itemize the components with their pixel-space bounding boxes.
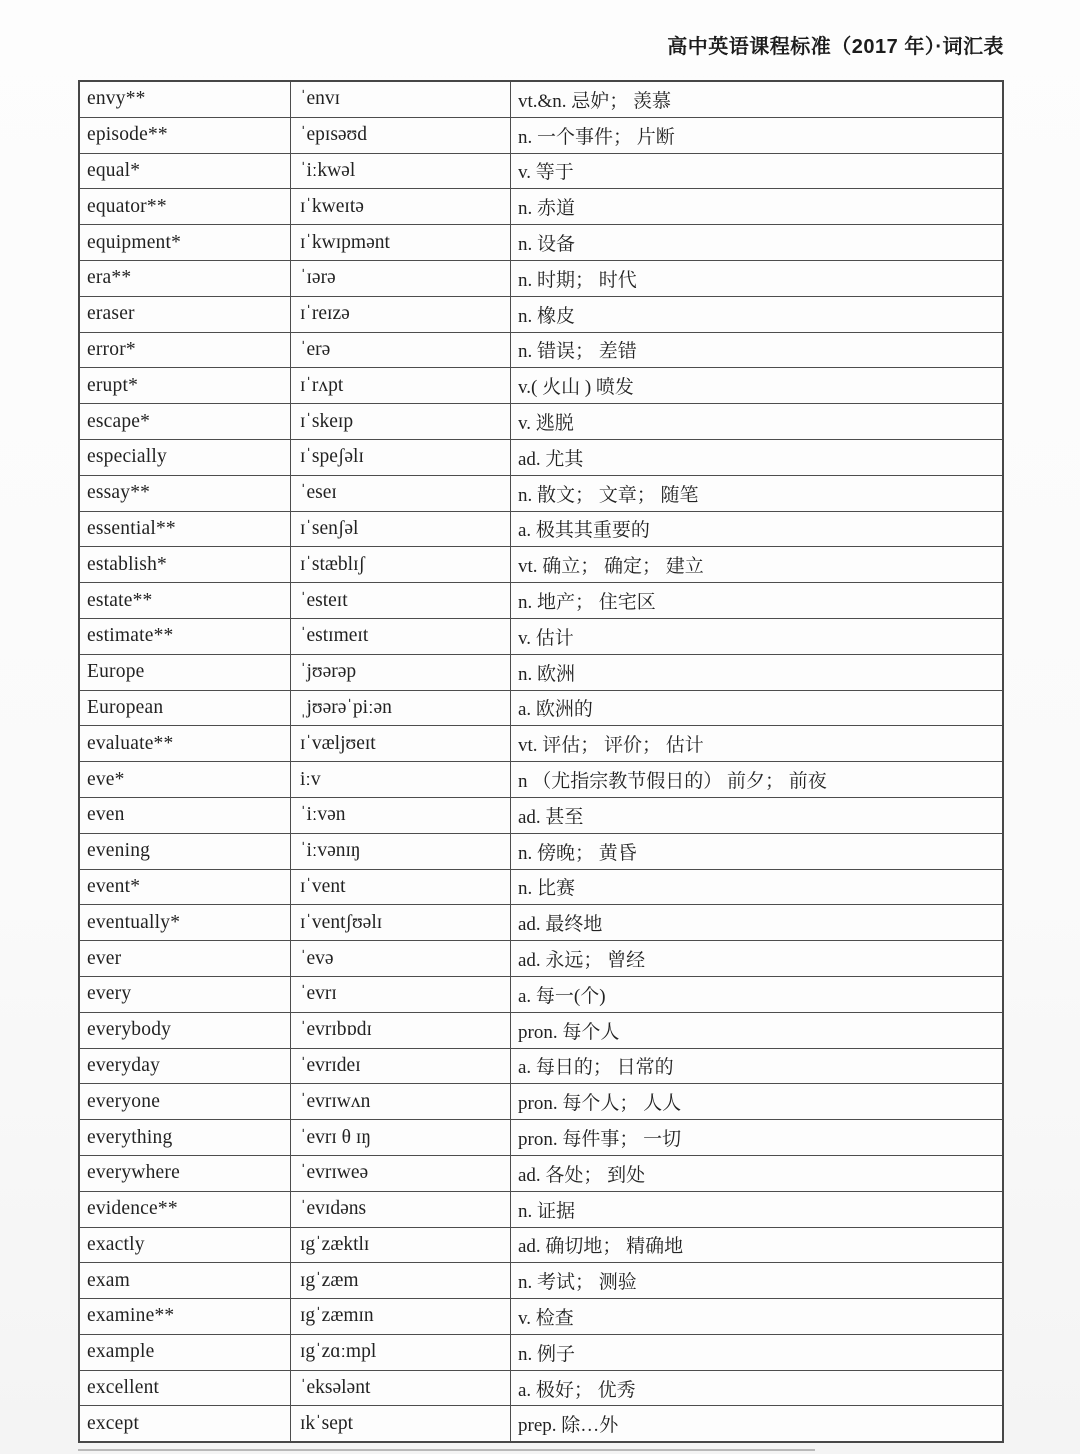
word-cell: except xyxy=(80,1406,291,1441)
definition-cell: v. 检查 xyxy=(518,1307,574,1329)
word-cell: episode** xyxy=(80,118,291,153)
table-row xyxy=(80,1120,1002,1156)
definition-cell: n. 傍晚； 黄昏 xyxy=(518,842,637,864)
page-header-title: 高中英语课程标准（2017 年）·词汇表 xyxy=(667,36,1004,58)
phonetic-cell: ˈeksələnt xyxy=(291,1371,511,1406)
definition-cell: a. 每日的； 日常的 xyxy=(518,1057,674,1079)
word-cell: ever xyxy=(80,941,291,976)
table-row xyxy=(80,189,1002,225)
definition-cell: n. 欧洲 xyxy=(518,663,576,685)
table-row xyxy=(80,1299,1002,1335)
word-cell: escape* xyxy=(80,404,291,439)
table-row xyxy=(80,977,1002,1013)
phonetic-cell: ɪˈspeʃəlɪ xyxy=(291,440,511,475)
phonetic-cell: ɪˈrʌpt xyxy=(291,368,511,403)
table-row xyxy=(80,1084,1002,1120)
word-cell: equator** xyxy=(80,189,291,224)
definition-cell: n. 证据 xyxy=(518,1200,576,1222)
word-cell: evidence** xyxy=(80,1192,291,1227)
table-row xyxy=(80,619,1002,655)
definition-cell: n. 一个事件； 片断 xyxy=(518,126,675,148)
next-row-cutoff-line xyxy=(78,1449,815,1451)
definition-cell: a. 每一(个) xyxy=(518,985,606,1007)
definition-cell: v. 估计 xyxy=(518,627,574,649)
phonetic-cell: ˈiːvənɪŋ xyxy=(291,834,511,869)
table-row xyxy=(80,297,1002,333)
word-cell: error* xyxy=(80,333,291,368)
phonetic-cell: ˈerə xyxy=(291,333,511,368)
phonetic-cell: ˈevrɪ θ ɪŋ xyxy=(291,1120,511,1155)
phonetic-cell: ˈesteɪt xyxy=(291,583,511,618)
table-row xyxy=(80,762,1002,798)
table-row xyxy=(80,798,1002,834)
phonetic-cell: ˈiːkwəl xyxy=(291,154,511,189)
phonetic-cell: iːv xyxy=(291,762,511,797)
word-cell: everywhere xyxy=(80,1156,291,1191)
phonetic-cell: ˈevrɪwʌn xyxy=(291,1084,511,1119)
definition-cell: ad. 最终地 xyxy=(518,914,603,936)
phonetic-cell: ɪgˈzæmɪn xyxy=(291,1299,511,1334)
word-cell: event* xyxy=(80,870,291,905)
table-row xyxy=(80,1192,1002,1228)
phonetic-cell: ˈiːvən xyxy=(291,798,511,833)
phonetic-cell: ɪgˈzɑːmpl xyxy=(291,1335,511,1370)
word-cell: era** xyxy=(80,261,291,296)
phonetic-cell: ˈjʊərəp xyxy=(291,655,511,690)
word-cell: example xyxy=(80,1335,291,1370)
phonetic-cell: ˈevə xyxy=(291,941,511,976)
word-cell: erupt* xyxy=(80,368,291,403)
definition-cell: prep. 除…外 xyxy=(518,1415,619,1437)
word-cell: everyone xyxy=(80,1084,291,1119)
word-cell: everybody xyxy=(80,1013,291,1048)
definition-cell: a. 极好； 优秀 xyxy=(518,1379,636,1401)
phonetic-cell: ɪˈkwɪpmənt xyxy=(291,225,511,260)
definition-cell: ad. 甚至 xyxy=(518,806,584,828)
phonetic-cell: ˈevrɪ xyxy=(291,977,511,1012)
word-cell: eraser xyxy=(80,297,291,332)
word-cell: essential** xyxy=(80,512,291,547)
phonetic-cell: ɪˈventʃʊəlɪ xyxy=(291,905,511,940)
phonetic-cell: ˈevrɪweə xyxy=(291,1156,511,1191)
table-row xyxy=(80,1156,1002,1192)
definition-cell: n. 橡皮 xyxy=(518,305,576,327)
table-row xyxy=(80,512,1002,548)
definition-cell: n. 地产； 住宅区 xyxy=(518,592,656,614)
word-cell: European xyxy=(80,691,291,726)
word-cell: essay** xyxy=(80,476,291,511)
definition-cell: n （尤指宗教节假日的） 前夕； 前夜 xyxy=(518,771,827,793)
word-cell: equal* xyxy=(80,154,291,189)
word-cell: estimate** xyxy=(80,619,291,654)
definition-cell: ad. 尤其 xyxy=(518,448,584,470)
definition-cell: pron. 每件事； 一切 xyxy=(518,1129,682,1150)
word-cell: Europe xyxy=(80,655,291,690)
table-row xyxy=(80,118,1002,154)
table-row xyxy=(80,1049,1002,1085)
table-row xyxy=(80,655,1002,691)
table-row xyxy=(80,1335,1002,1371)
definition-cell: vt.&n. 忌妒； 羡慕 xyxy=(518,90,672,112)
table-row xyxy=(80,154,1002,190)
phonetic-cell: ɪˈreɪzə xyxy=(291,297,511,332)
word-cell: everything xyxy=(80,1120,291,1155)
phonetic-cell: ɪˈstæblɪʃ xyxy=(291,547,511,582)
phonetic-cell: ɪˈskeɪp xyxy=(291,404,511,439)
word-cell: eve* xyxy=(80,762,291,797)
phonetic-cell: ɪkˈsept xyxy=(291,1406,511,1441)
phonetic-cell: ˈeseɪ xyxy=(291,476,511,511)
vocab-table xyxy=(78,80,1004,1443)
phonetic-cell: ɪˈsenʃəl xyxy=(291,512,511,547)
word-cell: exam xyxy=(80,1263,291,1298)
table-row xyxy=(80,440,1002,476)
table-row xyxy=(80,583,1002,619)
table-row xyxy=(80,1013,1002,1049)
word-cell: especially xyxy=(80,440,291,475)
table-row xyxy=(80,691,1002,727)
word-cell: exactly xyxy=(80,1228,291,1263)
definition-cell: v. 等于 xyxy=(518,162,574,184)
table-row xyxy=(80,404,1002,440)
definition-cell: a. 欧洲的 xyxy=(518,699,593,721)
definition-cell: ad. 各处； 到处 xyxy=(518,1164,646,1186)
word-cell: every xyxy=(80,977,291,1012)
definition-cell: v. 逃脱 xyxy=(518,413,574,435)
word-cell: evaluate** xyxy=(80,726,291,761)
word-cell: eventually* xyxy=(80,905,291,940)
definition-cell: a. 极其其重要的 xyxy=(518,520,650,542)
table-row xyxy=(80,941,1002,977)
phonetic-cell: ɪˈvent xyxy=(291,870,511,905)
phonetic-cell: ˈevrɪbɒdɪ xyxy=(291,1013,511,1048)
word-cell: excellent xyxy=(80,1371,291,1406)
phonetic-cell: ɪgˈzæm xyxy=(291,1263,511,1298)
phonetic-cell: ˌjʊərəˈpiːən xyxy=(291,691,511,726)
definition-cell: n. 例子 xyxy=(518,1343,576,1365)
definition-cell: n. 散文； 文章； 随笔 xyxy=(518,484,699,506)
phonetic-cell: ɪgˈzæktlɪ xyxy=(291,1228,511,1263)
phonetic-cell: ˈevɪdəns xyxy=(291,1192,511,1227)
table-row xyxy=(80,476,1002,512)
word-cell: envy** xyxy=(80,82,291,117)
table-row xyxy=(80,870,1002,906)
table-row xyxy=(80,834,1002,870)
word-cell: establish* xyxy=(80,547,291,582)
table-row xyxy=(80,1263,1002,1299)
word-cell: equipment* xyxy=(80,225,291,260)
word-cell: estate** xyxy=(80,583,291,618)
definition-cell: pron. 每个人； 人人 xyxy=(518,1093,682,1115)
definition-cell: n. 赤道 xyxy=(518,198,576,220)
table-row xyxy=(80,261,1002,297)
word-cell: examine** xyxy=(80,1299,291,1334)
definition-cell: n. 设备 xyxy=(518,234,576,256)
definition-cell: n. 错误； 差错 xyxy=(518,341,637,363)
phonetic-cell: ˈestɪmeɪt xyxy=(291,619,511,654)
definition-cell: v.( 火山 ) 喷发 xyxy=(518,377,634,399)
table-row xyxy=(80,905,1002,941)
definition-cell: n. 比赛 xyxy=(518,878,576,900)
definition-cell: ad. 确切地； 精确地 xyxy=(518,1236,684,1258)
table-row xyxy=(80,726,1002,762)
word-cell: evening xyxy=(80,834,291,869)
definition-cell: n. 时期； 时代 xyxy=(518,269,637,291)
phonetic-cell: ˈepɪsəʊd xyxy=(291,118,511,153)
table-row xyxy=(80,333,1002,369)
definition-cell: vt. 确立； 确定； 建立 xyxy=(518,556,704,578)
word-cell: even xyxy=(80,798,291,833)
phonetic-cell: ɪˈvæljʊeɪt xyxy=(291,726,511,761)
table-row xyxy=(80,1406,1002,1441)
table-row xyxy=(80,368,1002,404)
definition-cell: ad. 永远； 曾经 xyxy=(518,950,646,972)
definition-cell: vt. 评估； 评价； 估计 xyxy=(518,735,704,757)
phonetic-cell: ˈɪərə xyxy=(291,261,511,296)
table-row xyxy=(80,82,1002,118)
table-row xyxy=(80,1371,1002,1407)
table-row xyxy=(80,1228,1002,1264)
table-row xyxy=(80,547,1002,583)
phonetic-cell: ˈenvɪ xyxy=(291,82,511,117)
table-row xyxy=(80,225,1002,261)
definition-cell: n. 考试； 测验 xyxy=(518,1272,637,1294)
phonetic-cell: ˈevrɪdeɪ xyxy=(291,1049,511,1084)
phonetic-cell: ɪˈkweɪtə xyxy=(291,189,511,224)
definition-cell: pron. 每个人 xyxy=(518,1021,620,1043)
word-cell: everyday xyxy=(80,1049,291,1084)
